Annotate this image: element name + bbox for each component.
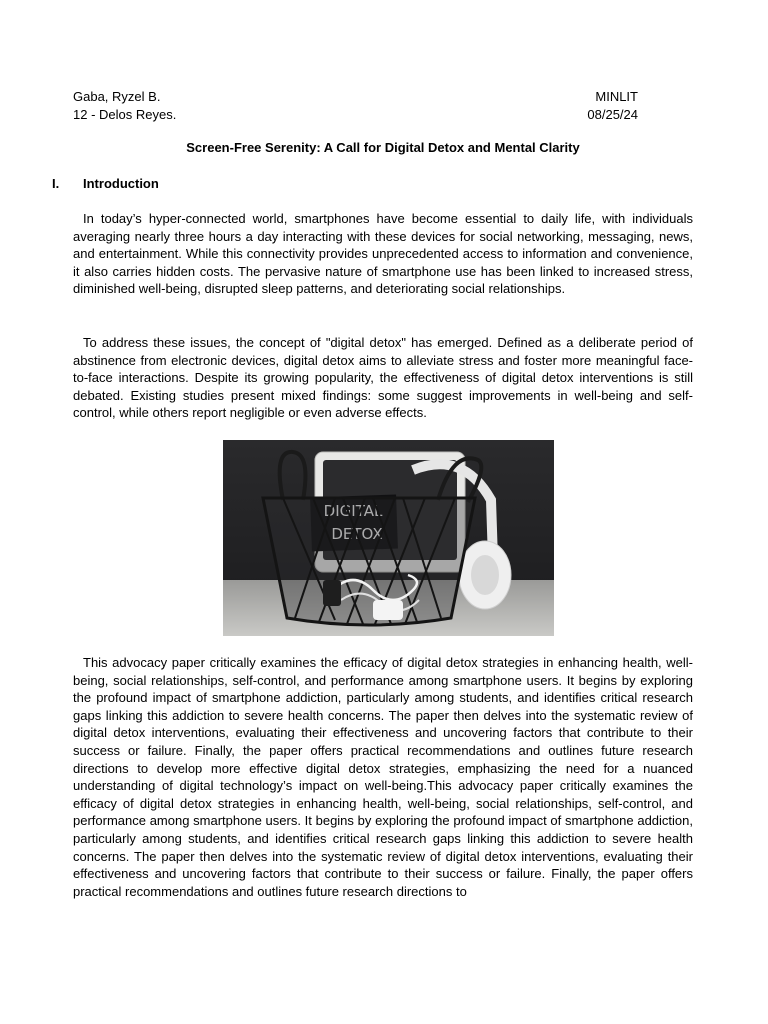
paragraph-3: This advocacy paper critically examines the efficacy of digital detox strategies in enhancing health, well-being, social relationships, self-control, and performance among smartphone users. It begins by exploring the profound impact of smartphone addiction, particularly among students, and identifies critical research gaps linking this addiction to severe health concerns. The paper then delves into the systematic review of digital detox interventions, evaluating their effectiveness and uncovering factors that contribute to their success or failure. Finally, the paper offers practical recommendations and outlines future research directions to develop more effective digital detox strategies, emphasizing the need for a nuanced understanding of digital technology’s impact on well-being.This advocacy paper critically examines the efficacy of digital detox strategies in enhancing health, well-being, social relationships, self-control, and performance among smartphone users. It begins by exploring the profound impact of smartphone addiction, particularly among students, and identifies critical research gaps linking this addiction to severe health concerns. The paper then delves into the systematic review of digital detox interventions, evaluating their effectiveness and uncovering factors that contribute to their success or failure. Finally, the paper offers practical recommendations and outlines future research directions to <box>73 655 693 899</box>
paragraph-2: To address these issues, the concept of "digital detox" has emerged. Defined as a deliberate period of abstinence from electronic devices, digital detox aims to alleviate stress and foster more meaningful face-to-face interactions. Despite its growing popularity, the effectiveness of digital detox interventions is still debated. Existing studies present mixed findings: some suggest improvements in well-being and self-control, while others report negligible or even adverse effects. <box>73 335 693 421</box>
section-number: I. <box>52 176 60 191</box>
student-section: 12 - Delos Reyes. <box>73 106 177 122</box>
author-name: Gaba, Ryzel B. <box>73 89 161 104</box>
section-heading: Introduction <box>83 176 159 191</box>
sign-line-2: DETOX <box>331 525 383 543</box>
paragraph-1: In today’s hyper-connected world, smartphones have become essential to daily life, with individuals averaging nearly three hours a day interacting with these devices for social networking, messaging, news, and entertainment. While this connectivity provides unprecedented access to information and convenience, it also carries hidden costs. The pervasive nature of smartphone use has been linked to increased stress, diminished well-being, disrupted sleep patterns, and deteriorating social relationships. <box>73 211 693 297</box>
digital-detox-photo <box>223 440 554 636</box>
sign-line-1: DIGITAL <box>323 502 383 520</box>
header-right <box>468 88 638 123</box>
paper-title: Screen-Free Serenity: A Call for Digital Detox and Mental Clarity <box>186 140 580 155</box>
header-left <box>73 88 373 123</box>
course-code: MINLIT <box>595 89 638 104</box>
submission-date: 08/25/24 <box>587 106 638 122</box>
